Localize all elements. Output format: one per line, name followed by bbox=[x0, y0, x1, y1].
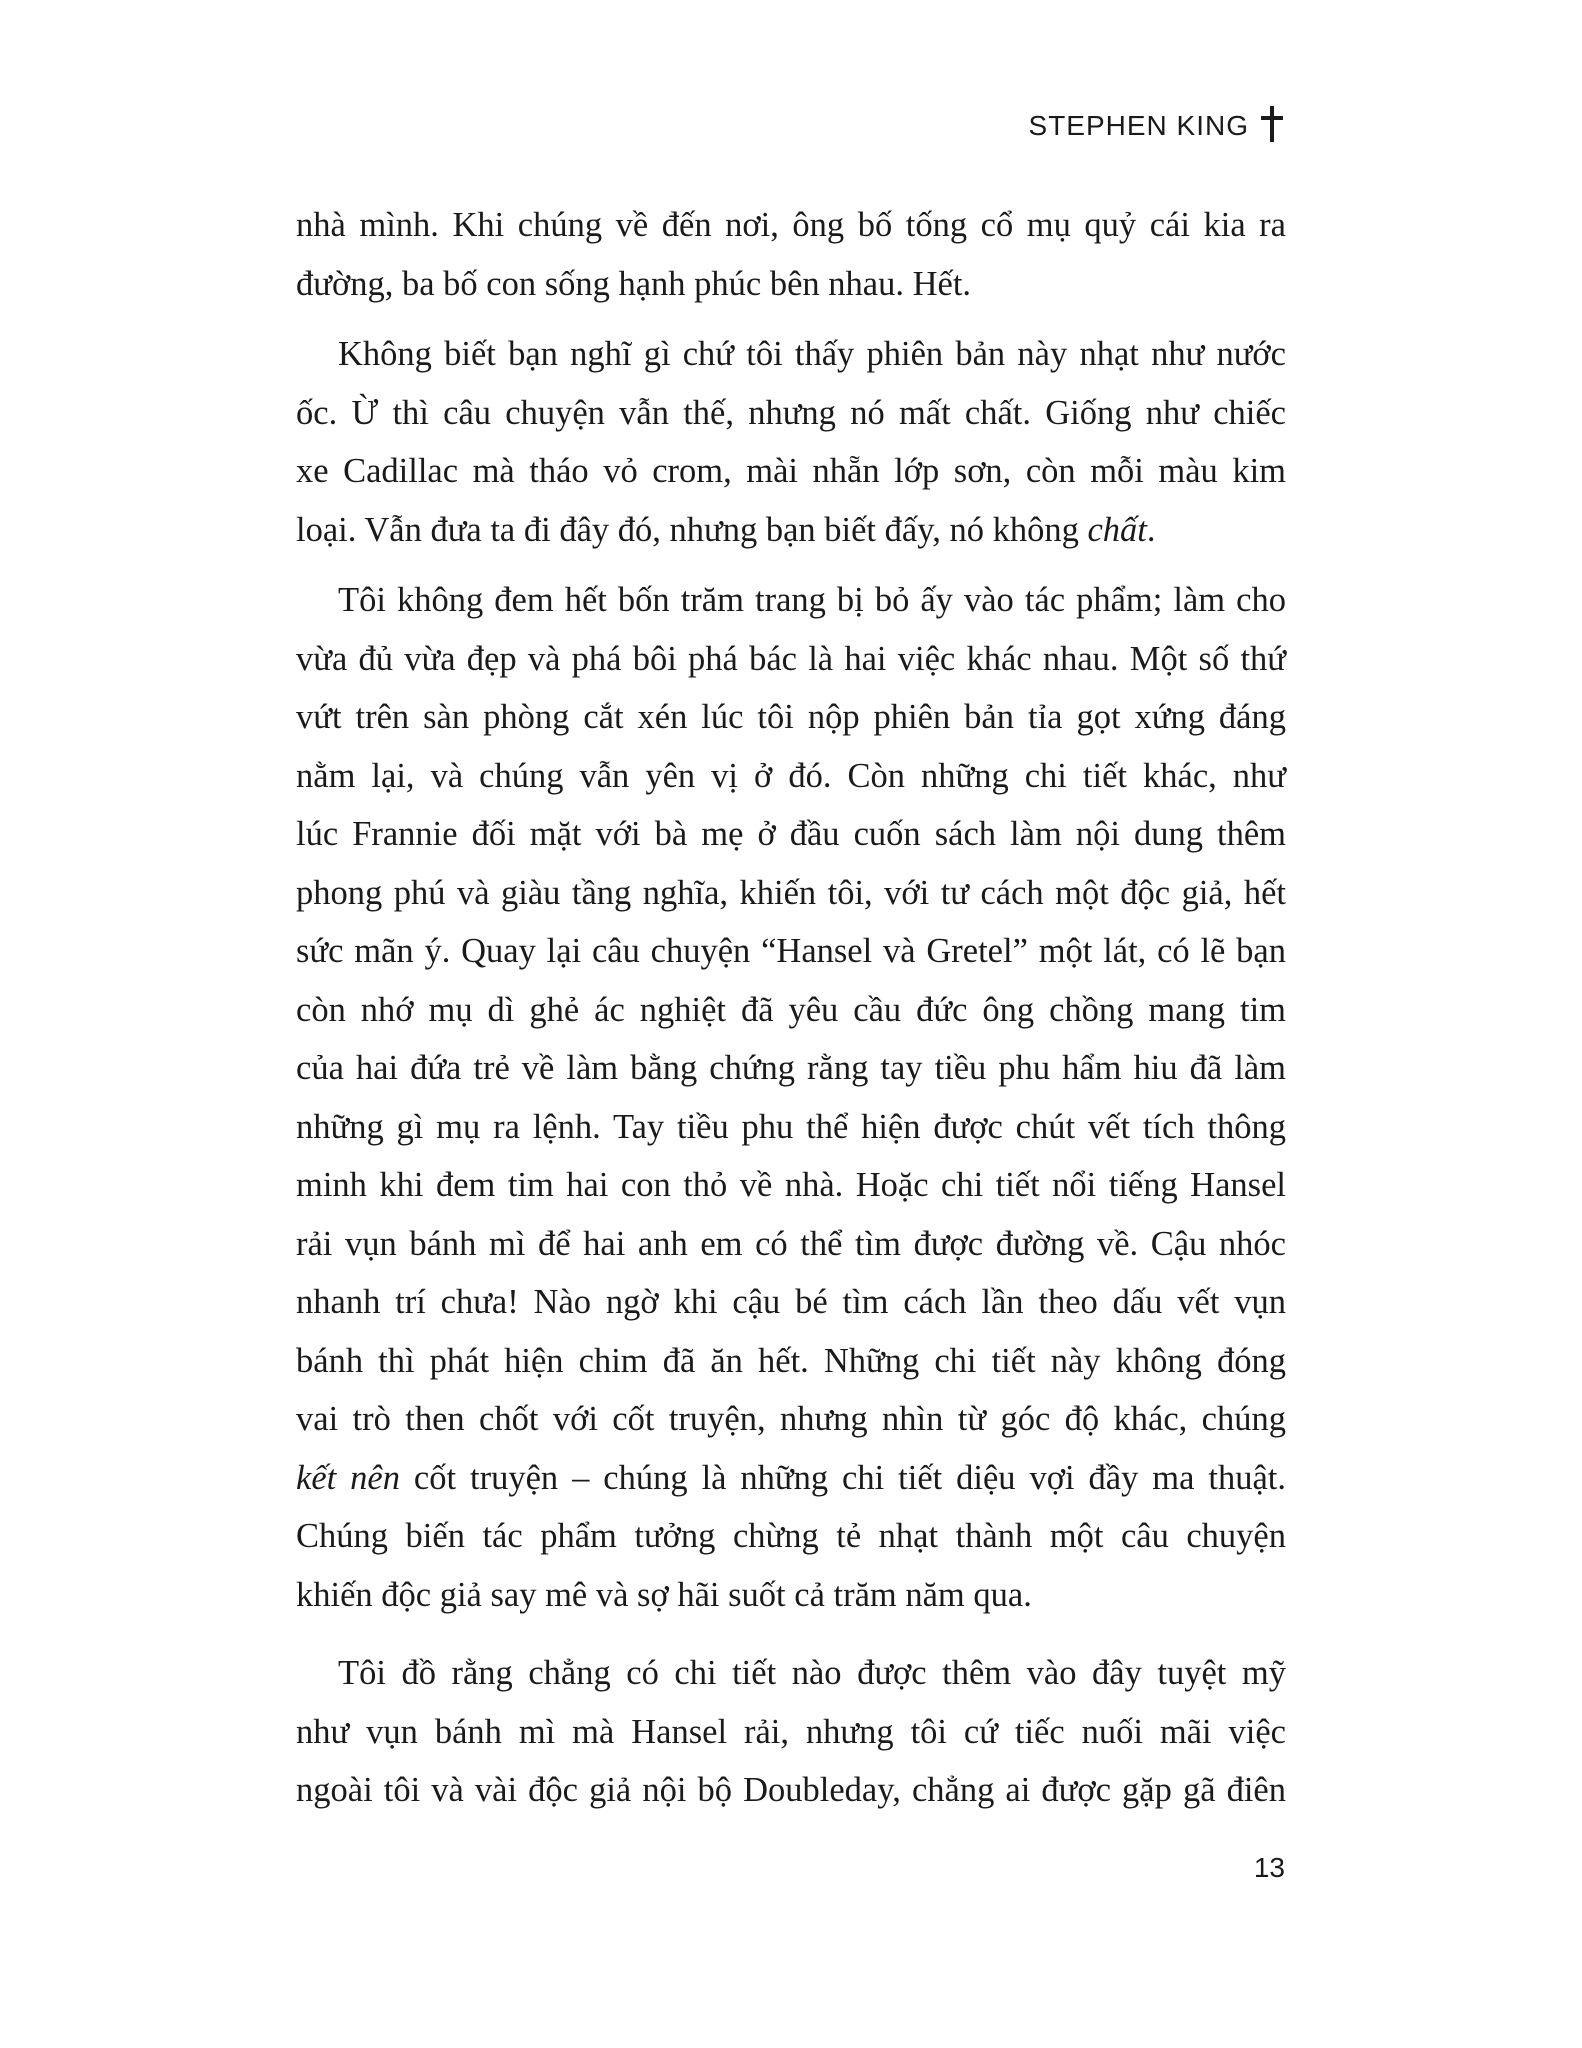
paragraph-line: rải vụn bánh mì để hai anh em có thể tìm được đường về. Cậu nhóc bbox=[296, 1224, 1286, 1263]
paragraph-line: sức mãn ý. Quay lại câu chuyện “Hansel và Gretel” một lát, có lẽ bạn bbox=[296, 932, 1286, 970]
body-text bbox=[296, 196, 1286, 1820]
cross-icon bbox=[1259, 104, 1285, 144]
author-name: STEPHEN KING bbox=[1028, 110, 1249, 141]
paragraph-line: ngoài tôi và vài độc giả nội bộ Doubleday, chẳng ai được gặp gã điên bbox=[296, 1771, 1286, 1809]
paragraph-line: ốc. Ừ thì câu chuyện vẫn thế, nhưng nó mất chất. Giống như chiếc bbox=[296, 393, 1286, 432]
paragraph-line: kết nên cốt truyện – chúng là những chi tiết diệu vợi đầy ma thuật. bbox=[296, 1458, 1286, 1497]
paragraph-line: những gì mụ ra lệnh. Tay tiều phu thể hiện được chút vết tích thông bbox=[296, 1107, 1286, 1146]
emphasis: kết nên bbox=[296, 1458, 400, 1497]
paragraph-line: phong phú và giàu tầng nghĩa, khiến tôi, với tư cách một độc giả, hết bbox=[296, 873, 1286, 912]
paragraph-line: xe Cadillac mà tháo vỏ crom, mài nhẵn lớp sơn, còn mỗi màu kim bbox=[296, 452, 1286, 490]
paragraph-line: nhà mình. Khi chúng về đến nơi, ông bố tống cổ mụ quỷ cái kia ra bbox=[296, 206, 1286, 244]
paragraph-line: bánh thì phát hiện chim đã ăn hết. Những chi tiết này không đóng bbox=[296, 1341, 1286, 1380]
paragraph-line: Tôi không đem hết bốn trăm trang bị bỏ ấy vào tác phẩm; làm cho bbox=[338, 581, 1286, 619]
paragraph-line: nằm lại, và chúng vẫn yên vị ở đó. Còn những chi tiết khác, như bbox=[296, 756, 1286, 795]
paragraph-line: minh khi đem tim hai con thỏ về nhà. Hoặc chi tiết nổi tiếng Hansel bbox=[296, 1166, 1286, 1204]
paragraph-line: vứt trên sàn phòng cắt xén lúc tôi nộp phiên bản tỉa gọt xứng đáng bbox=[296, 698, 1286, 736]
emphasis: chất bbox=[1087, 510, 1147, 549]
paragraph-line: vai trò then chốt với cốt truyện, nhưng nhìn từ góc độ khác, chúng bbox=[296, 1400, 1286, 1438]
paragraph-line: lúc Frannie đối mặt với bà mẹ ở đầu cuốn sách làm nội dung thêm bbox=[296, 815, 1286, 853]
paragraph-line: đường, ba bố con sống hạnh phúc bên nhau. Hết. bbox=[296, 264, 972, 303]
paragraph-line: Tôi đồ rằng chẳng có chi tiết nào được thêm vào đây tuyệt mỹ bbox=[338, 1654, 1286, 1692]
paragraph-line: Không biết bạn nghĩ gì chứ tôi thấy phiên bản này nhạt như nước bbox=[338, 335, 1286, 373]
paragraph-line: loại. Vẫn đưa ta đi đây đó, nhưng bạn biết đấy, nó không chất. bbox=[296, 510, 1156, 549]
paragraph-line: khiến độc giả say mê và sợ hãi suốt cả trăm năm qua. bbox=[296, 1575, 1032, 1614]
paragraph-line: của hai đứa trẻ về làm bằng chứng rằng tay tiều phu hẩm hiu đã làm bbox=[296, 1049, 1286, 1087]
paragraph-line: nhanh trí chưa! Nào ngờ khi cậu bé tìm cách lần theo dấu vết vụn bbox=[296, 1283, 1286, 1321]
paragraph-line: vừa đủ vừa đẹp và phá bôi phá bác là hai việc khác nhau. Một số thứ bbox=[296, 639, 1286, 678]
running-head bbox=[1029, 108, 1285, 144]
paragraph-line: còn nhớ mụ dì ghẻ ác nghiệt đã yêu cầu đức ông chồng mang tim bbox=[296, 990, 1286, 1029]
paragraph-line: như vụn bánh mì mà Hansel rải, nhưng tôi cứ tiếc nuối mãi việc bbox=[296, 1712, 1286, 1751]
paragraph-line: Chúng biến tác phẩm tưởng chừng tẻ nhạt thành một câu chuyện bbox=[296, 1517, 1286, 1555]
page-number: 13 bbox=[1253, 1852, 1285, 1883]
